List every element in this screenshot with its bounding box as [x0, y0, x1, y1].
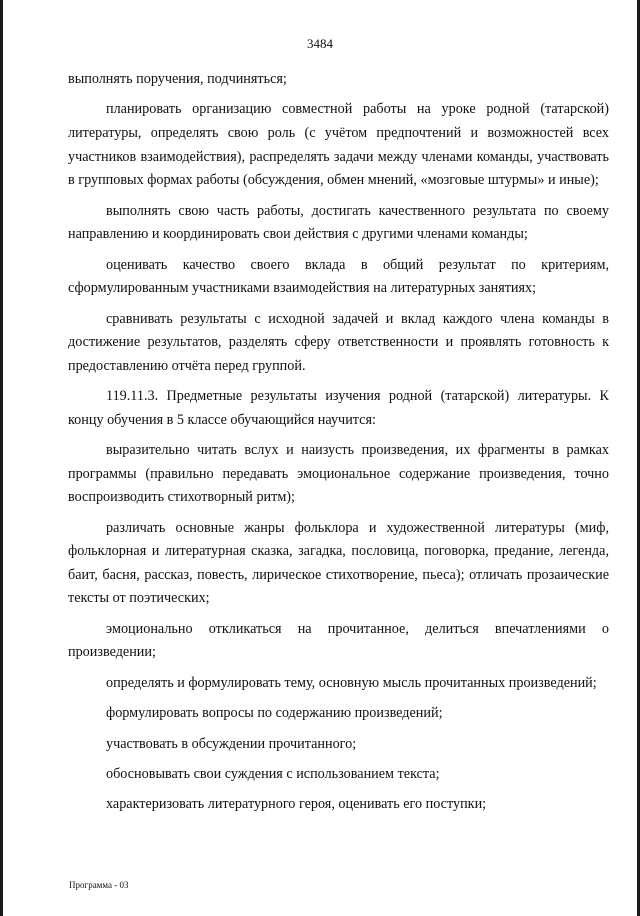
paragraph: выполнять поручения, подчиняться;	[68, 71, 287, 87]
paragraph: выразительно читать вслух и наизусть произведения, их фрагменты в рамках программы (правильно передавать эмоциональное содержание произведения, точно воспроизводить стихотворный ритм);	[68, 442, 609, 506]
paragraph: сравнивать результаты с исходной задачей и вклад каждого члена команды в достижение результатов, разделять сферу ответственности и проявлять готовность к предоставлению отчёта перед группой.	[68, 310, 609, 374]
paragraph: обосновывать свои суждения с использованием текста;	[106, 766, 440, 782]
page-footer: Программа - 03	[69, 880, 129, 890]
paragraph: эмоционально откликаться на прочитанное, делиться впечатлениями о произведении;	[68, 620, 609, 661]
paragraph: характеризовать литературного героя, оценивать его поступки;	[106, 796, 487, 813]
paragraph: оценивать качество своего вклада в общий результат по критериям, сформулированным участниками взаимодействия на литературных занятиях;	[68, 256, 609, 297]
paragraph: различать основные жанры фольклора и художественной литературы (миф, фольклорная и литературная сказка, загадка, пословица, поговорка, предание, легенда, баит, басня, рассказ, повесть, лирическое стихотворение, пьеса); отличать прозаические тексты от поэтических;	[68, 519, 609, 607]
page-number: 3484	[307, 36, 333, 51]
document-body	[68, 68, 609, 824]
paragraph: выполнять свою часть работы, достигать качественного результата по своему направлению и координировать свои действия с другими членами команды;	[68, 202, 609, 243]
section-heading-paragraph: 119.11.3. Предметные результаты изучения родной (татарской) литературы. К концу обучения в 5 классе обучающийся научится:	[68, 388, 609, 428]
paragraph: участвовать в обсуждении прочитанного;	[106, 735, 357, 752]
paragraph: определять и формулировать тему, основную мысль прочитанных произведений;	[106, 674, 597, 691]
scan-edge-left	[0, 0, 3, 916]
paragraph: формулировать вопросы по содержанию произведений;	[106, 705, 443, 722]
paragraph: планировать организацию совместной работы на уроке родной (татарской) литературы, определять свою роль (с учётом предпочтений и возможностей всех участников взаимодействия), распределять задачи между членами команды, участвовать в групповых формах работы (обсуждения, обмен мнений, «мозговые штурмы» и иные);	[68, 101, 609, 189]
